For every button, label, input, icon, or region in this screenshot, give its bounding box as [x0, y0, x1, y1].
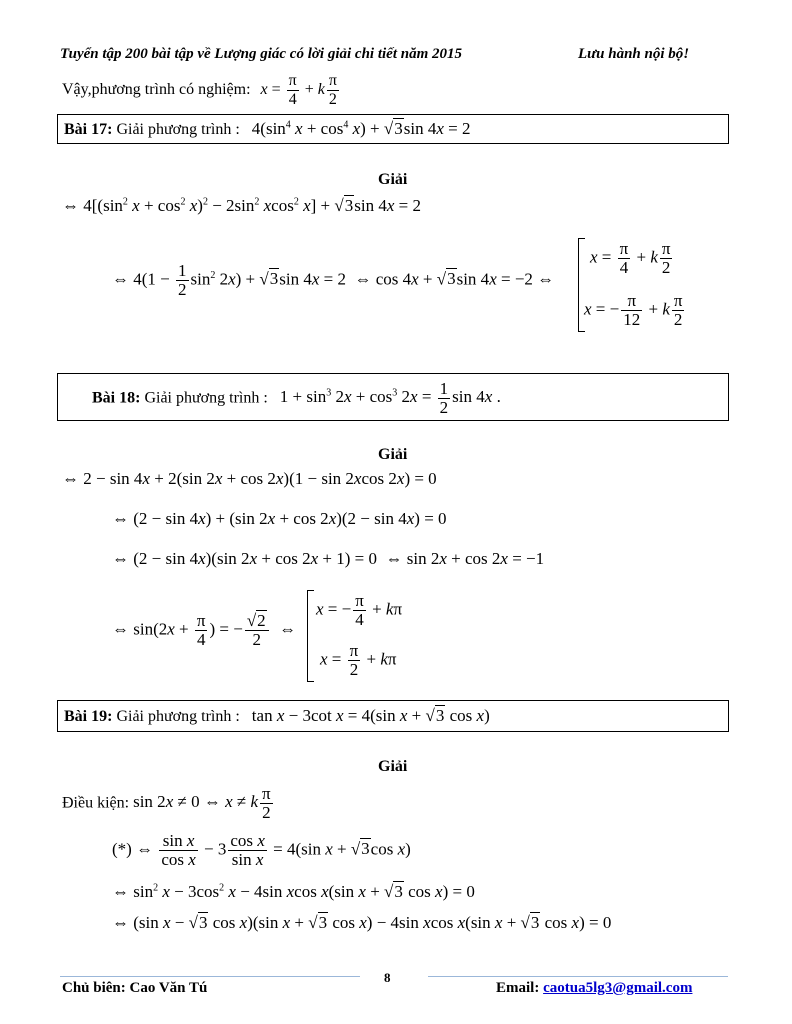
- solution-18-root-2: x = $\frac{\pi}{2}$ + kπ: [320, 641, 397, 679]
- condition-label: Điều kiện:: [62, 794, 130, 812]
- intro-line: Vậy,phương trình có nghiệm: x = $\frac{\pi}{4}$ + k $\frac{\pi}{2}$: [62, 72, 337, 108]
- intro-text: Vậy,phương trình có nghiệm:: [62, 81, 251, 99]
- solution-17-step-1: ⇔ $4[(\sin^2$ $x + \cos^2 x)^2 - 2\sin^2$ xcos$^2$ x] + √3sin 4x = 2: [62, 196, 421, 215]
- header-note: Lưu hành nội bộ!: [578, 46, 690, 62]
- footer-email-block: [496, 980, 692, 997]
- solution-18-step-4: ⇔ sin(2x + $\frac{\pi}{4}$ ) = − $\frac{√2}{2}$ ⇔: [112, 611, 297, 649]
- solution-18-step-2: ⇔ (2 − sin 4x) + (sin 2x + cos 2x)(2 − sin 4x) = 0: [112, 509, 447, 528]
- solution-19-heading: Giải: [378, 758, 408, 775]
- solution-17-step-2: ⇔ 4(1 − $\frac{1}{2}$ $\sin^2 2x) + √3\sin$ 4x = 2 ⇔ cos 4x + √3sin 4x = −2 ⇔: [112, 261, 555, 299]
- footer-email-label: Email:: [496, 980, 540, 996]
- solution-19-step-1: (*) ⇔ $\frac{\text{sin x}}{\text{cos x}}$ − 3 $\frac{\text{cos x}}{\text{sin x}}$ = 4(sin x + √3cos x): [112, 831, 411, 869]
- problem-17-label: Bài 17:: [64, 121, 113, 138]
- problem-19-box: Bài 19: Giải phương trình : tan x − 3cot x = 4(sin x + √3 cos x): [57, 700, 729, 732]
- header-title: Tuyển tập 200 bài tập về Lượng giác có lời giải chi tiết năm 2015: [60, 46, 463, 62]
- solution-18-heading: Giải: [378, 446, 408, 463]
- footer-rule-left: [60, 976, 360, 977]
- problem-18-text: Giải phương trình :: [144, 389, 268, 407]
- solution-18-bracket: [307, 590, 314, 682]
- page-number: 8: [384, 970, 391, 985]
- problem-18-label: Bài 18:: [92, 389, 141, 407]
- problem-17-box: Bài 17: Giải phương trình : $4(\sin^4$ $x + \cos^4 x) + √3\sin$ 4x = 2: [57, 114, 729, 144]
- problem-17-text: Giải phương trình :: [116, 121, 240, 138]
- solution-17-root-2: x = − $\frac{\pi}{12}$ + k $\frac{\pi}{2}$: [584, 291, 683, 329]
- solution-17-root-1: x = $\frac{\pi}{4}$ + k $\frac{\pi}{2}$: [590, 239, 671, 277]
- problem-18-box: Bài 18: Giải phương trình : $1 + \sin^3 2x + \cos^3 2x$ = $\frac{1}{2}$ sin 4x .: [57, 373, 729, 421]
- solution-18-root-1: x = − $\frac{\pi}{4}$ + kπ: [316, 591, 403, 629]
- solution-19-step-3: ⇔ (sin x − √3 cos x)(sin x + √3 cos x) − 4sin xcos x(sin x + √3 cos x) = 0: [112, 913, 612, 932]
- solution-18-step-3: ⇔ (2 − sin 4x)(sin 2x + cos 2x + 1) = 0 ⇔ sin 2x + cos 2x = −1: [112, 549, 545, 568]
- solution-19-step-2: ⇔ $\sin^2 x - 3\cos^2$ x − 4sin xcos x(sin x + √3 cos x) = 0: [112, 882, 475, 901]
- problem-19-label: Bài 19:: [64, 708, 113, 725]
- solution-19-condition: Điều kiện: sin 2x ≠ 0 ⇔ x ≠ k $\frac{\pi}{2}$: [62, 784, 271, 822]
- footer-rule-right: [428, 976, 728, 977]
- footer-email-link[interactable]: caotua5lg3@gmail.com: [543, 980, 693, 996]
- footer-editor: Chủ biên: Cao Văn Tú: [62, 980, 208, 996]
- problem-19-text: Giải phương trình :: [116, 708, 240, 725]
- solution-18-step-1: ⇔ 2 − sin 4x + 2(sin 2x + cos 2x)(1 − sin 2xcos 2x) = 0: [62, 469, 437, 488]
- solution-17-heading: Giải: [378, 171, 408, 188]
